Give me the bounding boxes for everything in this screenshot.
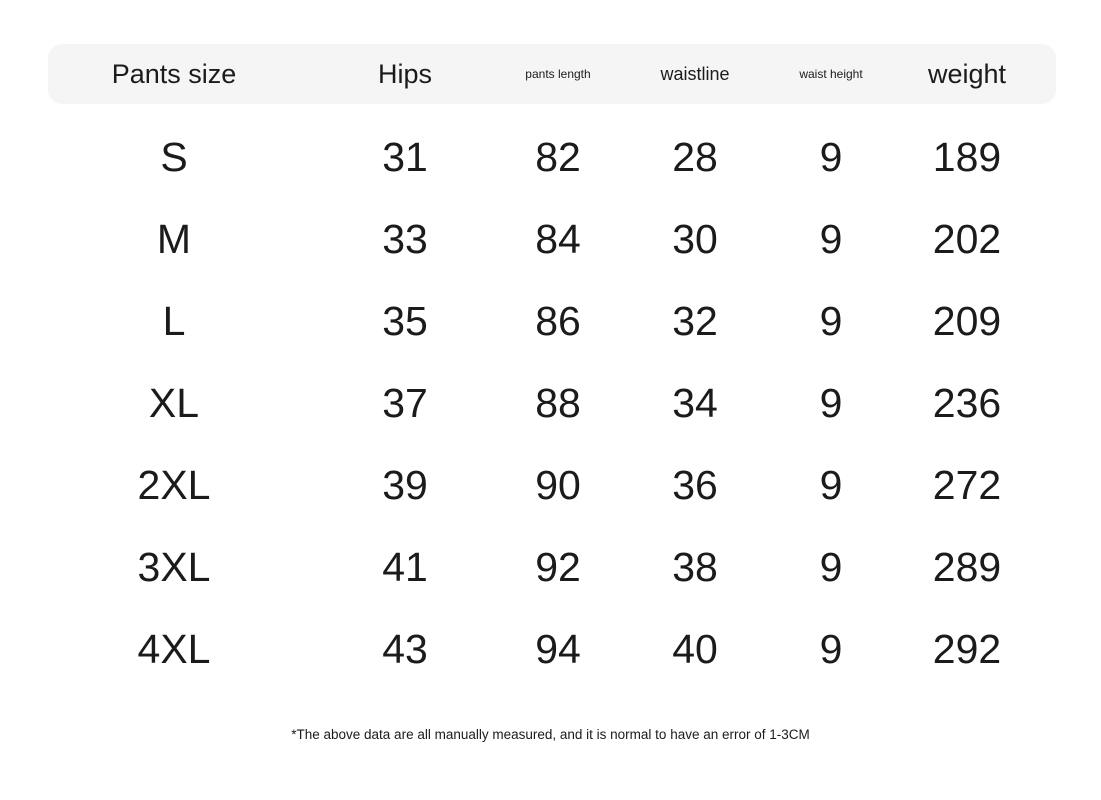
cell-waist-height: 9 <box>819 379 843 426</box>
cell-weight: 236 <box>932 379 1002 426</box>
column-header-hips: Hips <box>377 58 432 89</box>
cell-size-label: 3XL <box>137 543 211 590</box>
cell-waistline: 40 <box>672 625 718 672</box>
cell-waistline: 32 <box>672 297 718 344</box>
cell-pants-length: 84 <box>535 215 581 262</box>
cell-waist-height: 9 <box>819 133 843 180</box>
cell-pants-length: 90 <box>535 461 581 508</box>
cell-size-label: XL <box>148 379 200 426</box>
cell-size-label: 2XL <box>137 461 211 508</box>
cell-pants-length: 92 <box>535 543 581 590</box>
table-row <box>48 362 1056 444</box>
cell-hips: 33 <box>382 215 428 262</box>
measurement-disclaimer: *The above data are all manually measured, and it is normal to have an error of 1-3CM <box>291 727 810 742</box>
table-row <box>48 444 1056 526</box>
cell-waistline: 34 <box>672 379 718 426</box>
table-row <box>48 198 1056 280</box>
cell-waistline: 38 <box>672 543 718 590</box>
cell-weight: 189 <box>932 133 1002 180</box>
cell-waistline: 36 <box>672 461 718 508</box>
cell-pants-length: 88 <box>535 379 581 426</box>
table-row <box>48 280 1056 362</box>
cell-waist-height: 9 <box>819 625 843 672</box>
cell-weight: 202 <box>932 215 1002 262</box>
size-chart-table <box>48 44 1056 690</box>
column-header-waist-height: waist height <box>799 67 863 81</box>
table-row <box>48 608 1056 690</box>
column-header-pants-size: Pants size <box>111 58 237 89</box>
column-header-waistline: waistline <box>660 64 730 84</box>
cell-waist-height: 9 <box>819 461 843 508</box>
cell-size-label: M <box>156 215 192 262</box>
cell-hips: 37 <box>382 379 428 426</box>
cell-pants-length: 94 <box>535 625 581 672</box>
cell-hips: 39 <box>382 461 428 508</box>
cell-weight: 292 <box>932 625 1002 672</box>
cell-size-label: 4XL <box>137 625 211 672</box>
cell-hips: 35 <box>382 297 428 344</box>
table-row <box>48 526 1056 608</box>
cell-waistline: 28 <box>672 133 718 180</box>
cell-hips: 43 <box>382 625 428 672</box>
cell-weight: 289 <box>932 543 1002 590</box>
cell-waist-height: 9 <box>819 215 843 262</box>
cell-hips: 31 <box>382 133 428 180</box>
table-row <box>48 116 1056 198</box>
cell-waist-height: 9 <box>819 543 843 590</box>
cell-weight: 209 <box>932 297 1002 344</box>
cell-pants-length: 86 <box>535 297 581 344</box>
cell-size-label: L <box>162 297 186 344</box>
cell-waist-height: 9 <box>819 297 843 344</box>
column-header-pants-length: pants length <box>525 67 591 81</box>
cell-pants-length: 82 <box>535 133 581 180</box>
cell-hips: 41 <box>382 543 428 590</box>
table-header-row <box>48 44 1056 104</box>
cell-waistline: 30 <box>672 215 718 262</box>
column-header-weight: weight <box>927 58 1007 89</box>
cell-size-label: S <box>160 133 188 180</box>
table-body <box>48 116 1056 690</box>
cell-weight: 272 <box>932 461 1002 508</box>
